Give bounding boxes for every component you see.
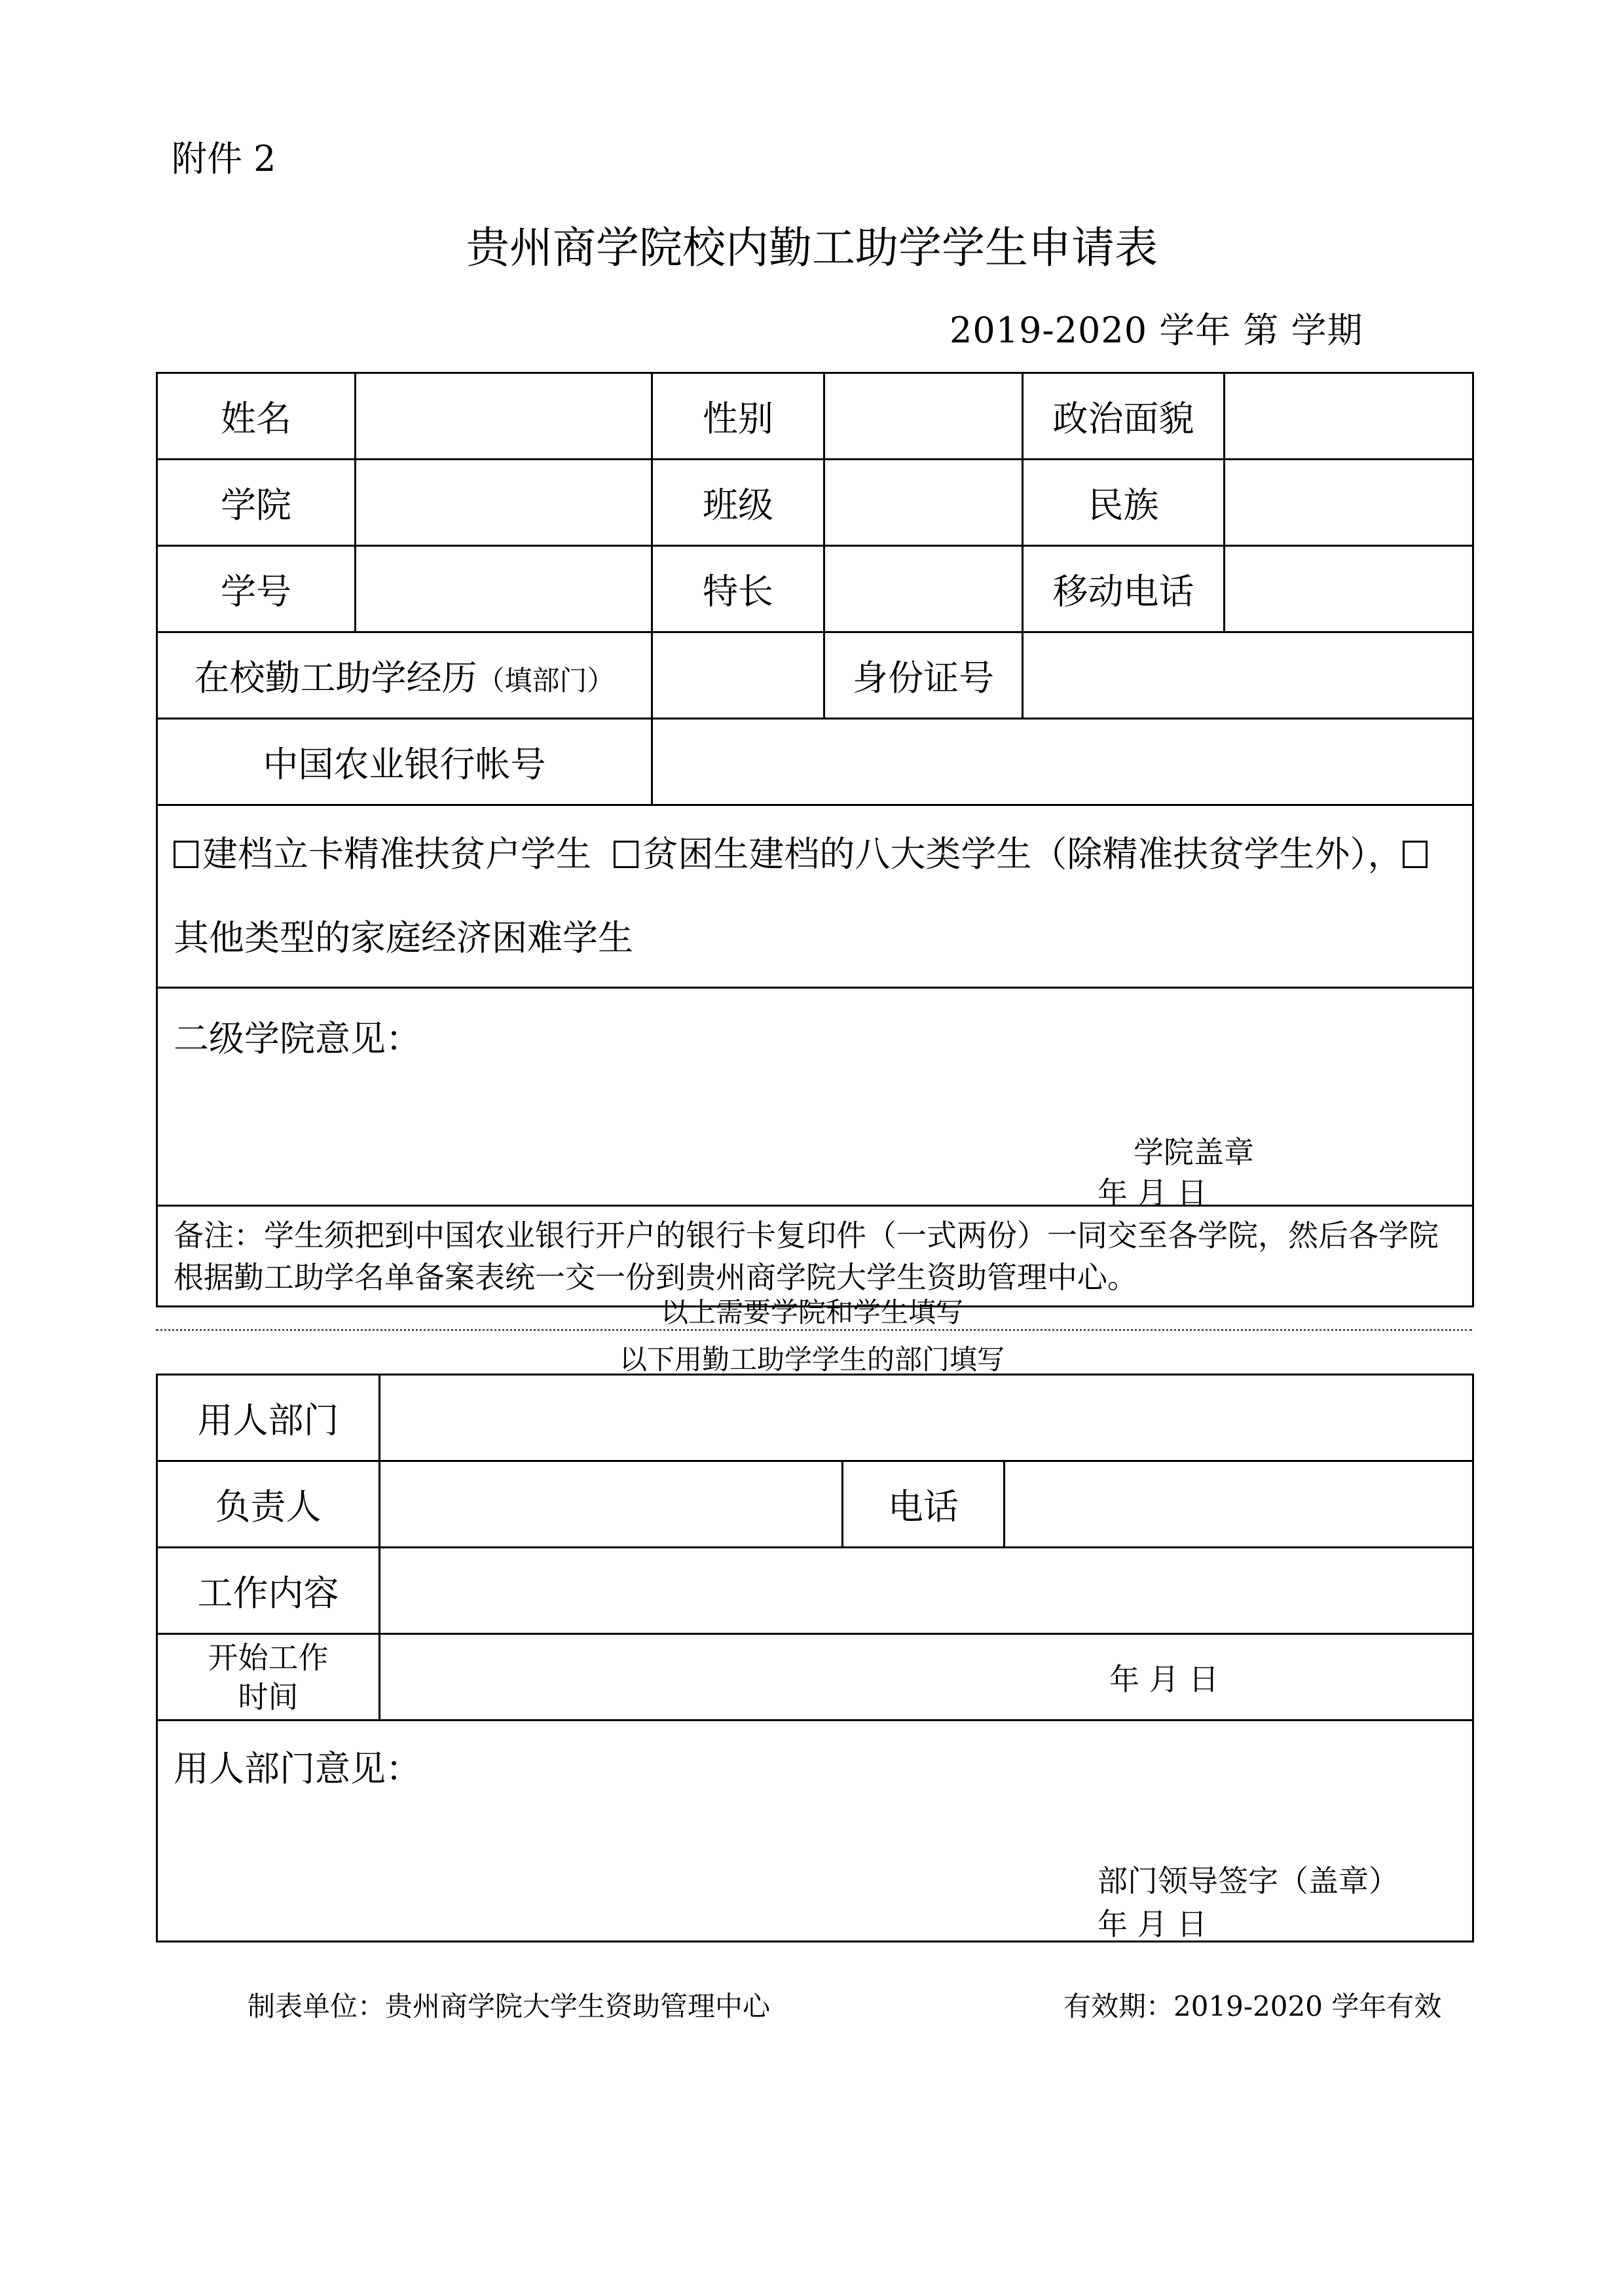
college-field[interactable] (356, 460, 652, 546)
dept-field[interactable] (380, 1375, 1473, 1461)
divider-note-below: 以下用勤工助学学生的部门填写 (619, 1343, 1005, 1376)
page-title: 贵州商学院校内勤工助学学生申请表 (466, 223, 1158, 273)
name-label: 姓名 (157, 373, 356, 460)
idcard-field[interactable] (1023, 632, 1473, 719)
bank-account-field[interactable] (652, 719, 1473, 805)
checkbox-poverty-household[interactable] (174, 841, 198, 868)
remarks: 备注：学生须把到中国农业银行开户的银行卡复印件（一式两份）一同交至各学院，然后各学院根据勤工助学名单备案表统一交一份到贵州商学院大学生资助管理中心。 (157, 1206, 1473, 1307)
phone-label: 电话 (843, 1461, 1005, 1548)
gender-label: 性别 (652, 373, 824, 460)
phone-field[interactable] (1005, 1461, 1473, 1548)
experience-hint: （填部门） (477, 665, 615, 697)
specialty-label: 特长 (652, 546, 824, 632)
work-content-field[interactable] (380, 1548, 1473, 1634)
start-time-label (157, 1634, 380, 1721)
option-separator: ， (1367, 833, 1403, 875)
gender-field[interactable] (824, 373, 1023, 460)
college-opinion-box[interactable] (157, 988, 1473, 1211)
college-date: 年 月 日 (1098, 1175, 1208, 1211)
option-eight-categories: 贫困生建档的八大类学生（除精准扶贫学生外） (642, 833, 1368, 875)
college-label: 学院 (157, 460, 356, 546)
work-content-label: 工作内容 (157, 1548, 380, 1634)
political-field[interactable] (1225, 373, 1473, 460)
department-table (156, 1374, 1474, 1942)
start-time-field[interactable] (380, 1634, 1473, 1721)
experience-label (157, 632, 652, 719)
hardship-category (157, 805, 1473, 988)
bank-account-label: 中国农业银行帐号 (157, 719, 652, 805)
experience-label-text: 在校勤工助学经历 (194, 657, 477, 699)
dept-label: 用人部门 (157, 1375, 380, 1461)
dept-opinion-box[interactable] (157, 1721, 1473, 1942)
mobile-label: 移动电话 (1023, 546, 1225, 632)
class-field[interactable] (824, 460, 1023, 546)
political-label: 政治面貌 (1023, 373, 1225, 460)
divider-note-above: 以上需要学院和学生填写 (660, 1296, 963, 1328)
attachment-label: 附件 2 (172, 138, 276, 179)
name-field[interactable] (356, 373, 652, 460)
dotted-divider (156, 1329, 1472, 1331)
college-opinion-label: 二级学院意见： (174, 1018, 421, 1059)
class-label: 班级 (652, 460, 824, 546)
student-id-label: 学号 (157, 546, 356, 632)
student-info-table (156, 372, 1474, 1307)
dept-opinion-label: 用人部门意见： (174, 1748, 421, 1789)
ethnicity-label: 民族 (1023, 460, 1225, 546)
checkbox-eight-categories[interactable] (614, 841, 638, 868)
start-time-label-line1: 开始工作 (208, 1639, 329, 1675)
option-poverty-household: 建档立卡精准扶贫户学生 (202, 833, 591, 875)
start-date-text: 年 月 日 (1109, 1661, 1219, 1697)
option-other-hardship: 其他类型的家庭经济困难学生 (174, 917, 633, 958)
start-time-label-line2: 时间 (238, 1679, 299, 1715)
student-id-field[interactable] (356, 546, 652, 632)
idcard-label: 身份证号 (824, 632, 1023, 719)
checkbox-other-hardship[interactable] (1403, 841, 1428, 868)
dept-sign-label: 部门领导签字（盖章） (1098, 1863, 1399, 1899)
form-maker: 制表单位：贵州商学院大学生资助管理中心 (248, 1990, 771, 2022)
leader-label: 负责人 (157, 1461, 380, 1548)
term-line: 2019-2020 学年 第 学期 (950, 310, 1363, 351)
dept-date: 年 月 日 (1098, 1906, 1208, 1942)
mobile-field[interactable] (1225, 546, 1473, 632)
leader-field[interactable] (380, 1461, 843, 1548)
experience-field[interactable] (652, 632, 824, 719)
college-seal-label: 学院盖章 (1134, 1135, 1254, 1170)
validity-period: 有效期：2019-2020 学年有效 (1063, 1990, 1442, 2022)
ethnicity-field[interactable] (1225, 460, 1473, 546)
specialty-field[interactable] (824, 546, 1023, 632)
